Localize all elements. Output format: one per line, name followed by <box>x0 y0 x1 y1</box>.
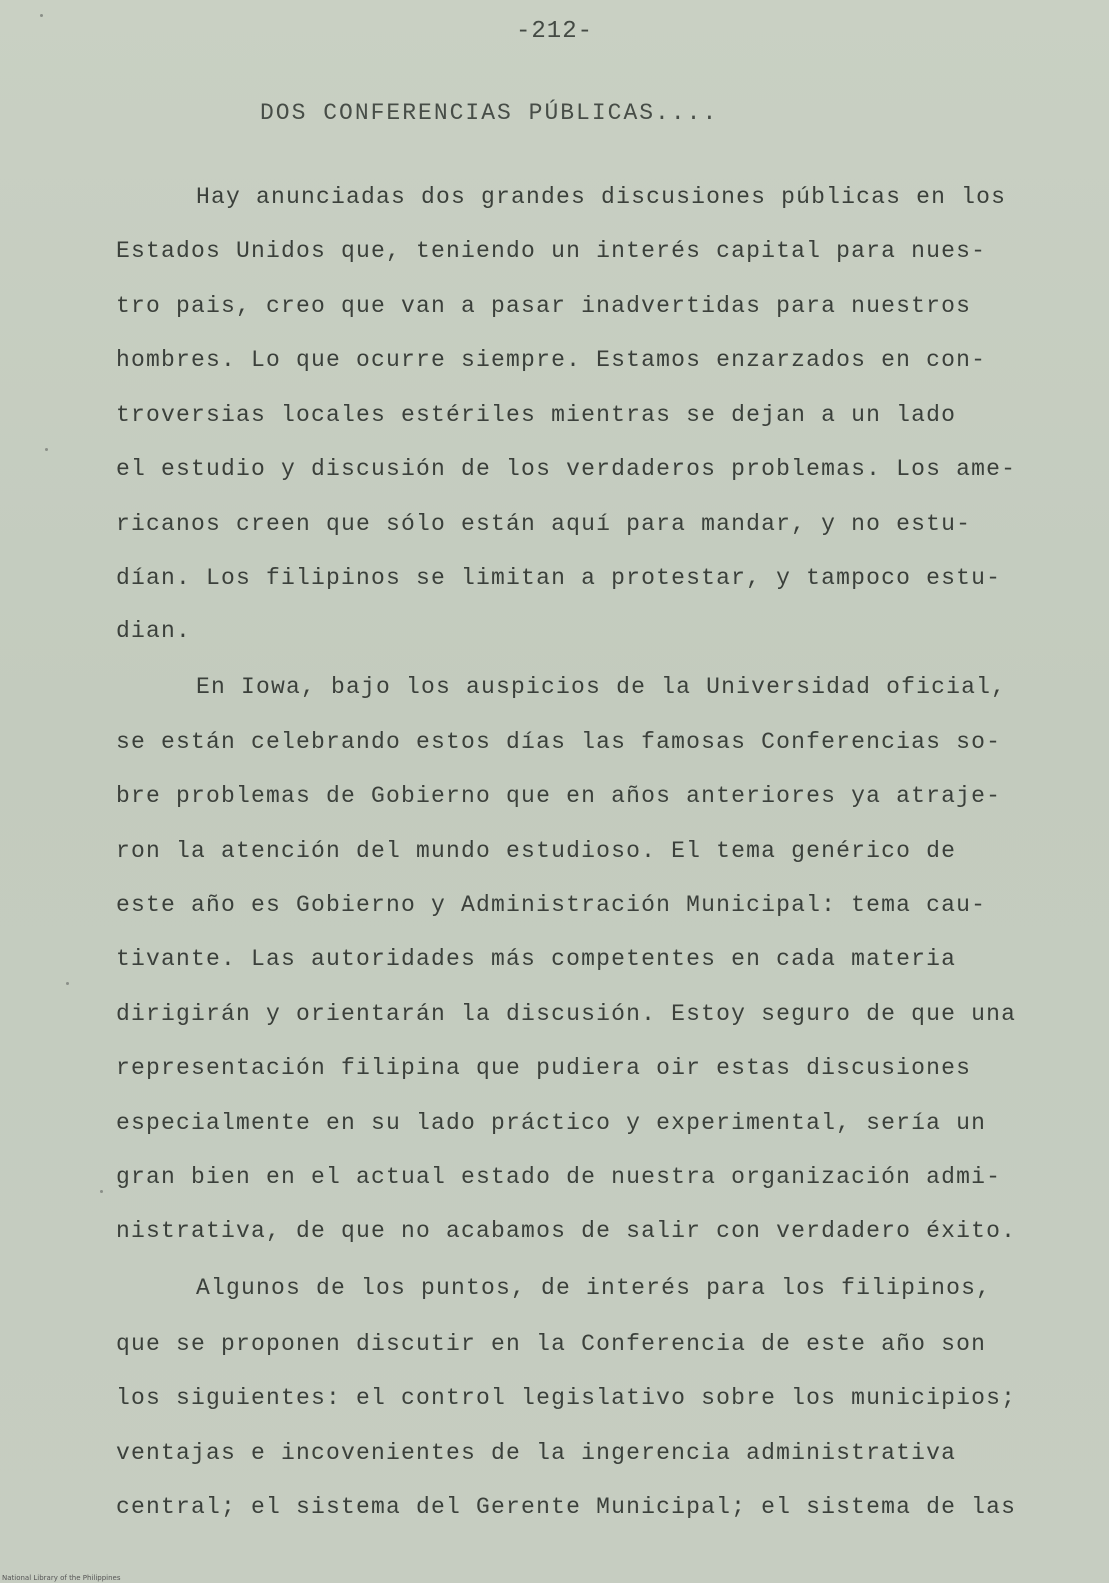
text-line: se están celebrando estos días las famosas Conferencias so- <box>116 729 1002 755</box>
text-line: tro pais, creo que van a pasar inadvertidas para nuestros <box>116 293 972 319</box>
paper-speck <box>66 982 69 985</box>
text-line: especialmente en su lado práctico y experimental, sería un <box>116 1110 987 1136</box>
text-line: bre problemas de Gobierno que en años anteriores ya atraje- <box>116 783 1002 809</box>
footer-credit: National Library of the Philippines <box>2 1574 121 1582</box>
text-line: hombres. Lo que ocurre siempre. Estamos enzarzados en con- <box>116 347 987 373</box>
text-line: En Iowa, bajo los auspicios de la Universidad oficial, <box>196 674 1007 700</box>
text-line: los siguientes: el control legislativo sobre los municipios; <box>116 1385 1017 1411</box>
text-line: el estudio y discusión de los verdaderos problemas. Los ame- <box>116 456 1017 482</box>
text-line: dirigirán y orientarán la discusión. Estoy seguro de que una <box>116 1001 1017 1027</box>
paper-speck <box>45 448 48 451</box>
page-number: -212- <box>515 18 593 45</box>
article-title: DOS CONFERENCIAS PÚBLICAS.... <box>260 100 719 126</box>
paper-speck <box>40 14 43 17</box>
text-line: Estados Unidos que, teniendo un interés capital para nues- <box>116 238 987 264</box>
text-line: este año es Gobierno y Administración Municipal: tema cau- <box>116 892 987 918</box>
text-line: tivante. Las autoridades más competentes en cada materia <box>116 946 957 972</box>
text-line: central; el sistema del Gerente Municipal; el sistema de las <box>116 1494 1017 1520</box>
paper-speck <box>100 1190 103 1193</box>
text-line: ricanos creen que sólo están aquí para mandar, y no estu- <box>116 511 972 537</box>
text-line: representación filipina que pudiera oir estas discusiones <box>116 1055 972 1081</box>
text-line: ron la atención del mundo estudioso. El tema genérico de <box>116 838 957 864</box>
text-line: gran bien en el actual estado de nuestra organización admi- <box>116 1164 1002 1190</box>
text-line: ventajas e incovenientes de la ingerencia administrativa <box>116 1440 957 1466</box>
text-line: dian. <box>116 618 192 644</box>
text-line: Algunos de los puntos, de interés para los filipinos, <box>196 1275 992 1301</box>
text-line: dían. Los filipinos se limitan a protestar, y tampoco estu- <box>116 565 1002 591</box>
text-line: que se proponen discutir en la Conferencia de este año son <box>116 1331 987 1357</box>
text-line: troversias locales estériles mientras se dejan a un lado <box>116 402 957 428</box>
text-line: Hay anunciadas dos grandes discusiones públicas en los <box>196 184 1007 210</box>
text-line: nistrativa, de que no acabamos de salir con verdadero éxito. <box>116 1218 1017 1244</box>
